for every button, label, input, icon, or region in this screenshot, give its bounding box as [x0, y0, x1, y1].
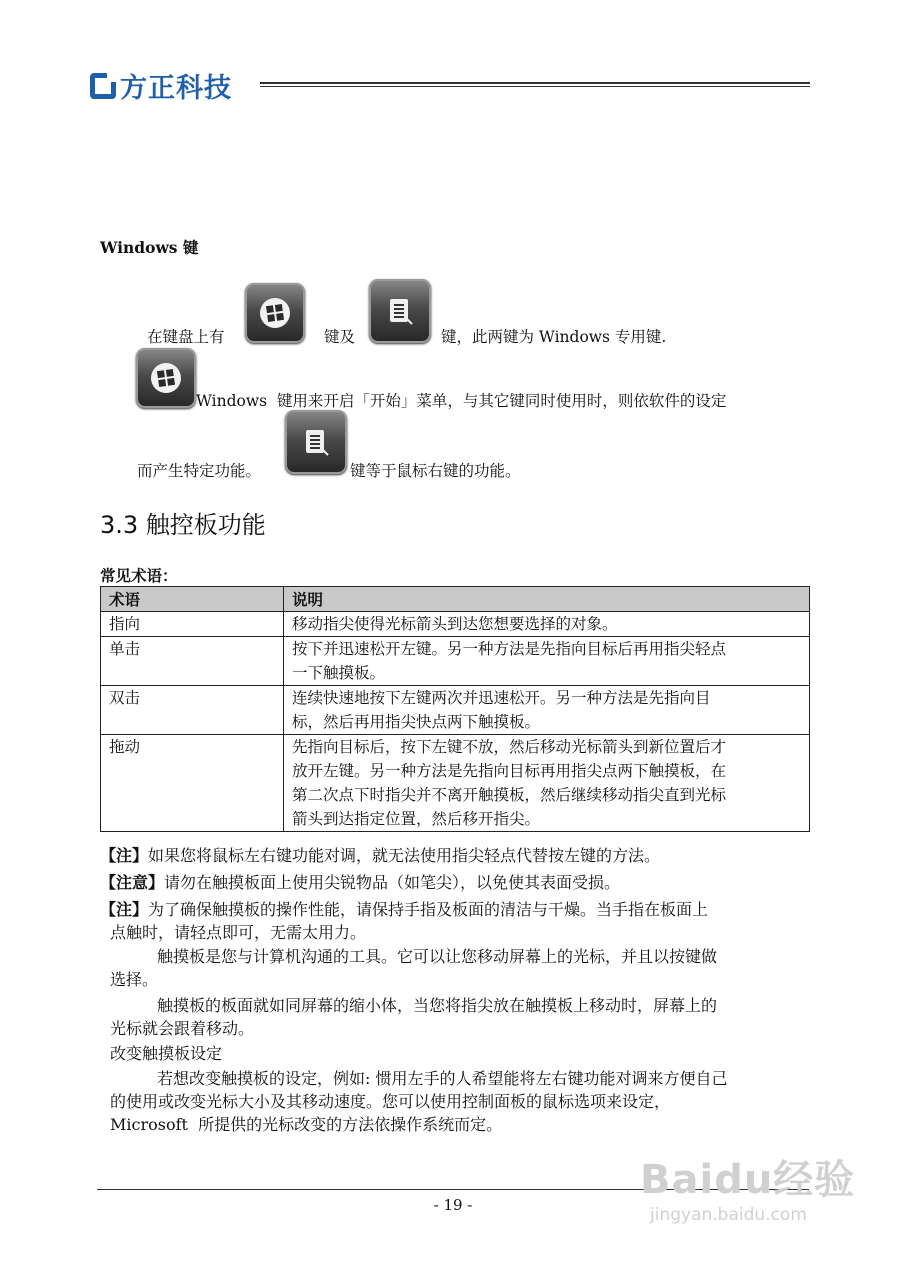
windows-key-text-3a: 而产生特定功能。 [137, 462, 262, 480]
term-cell: 指向 [101, 612, 284, 637]
note-text: 请勿在触摸板面上使用尖锐物品（如笔尖），以免使其表面受损。 [164, 873, 621, 892]
subheading: 改变触摸板设定 [110, 1044, 223, 1063]
menu-key-icon [369, 279, 431, 343]
windows-key-text-1c: 键，此两键为 Windows 专用键. [441, 328, 667, 346]
paragraph-1-line-1: 触摸板是您与计算机沟通的工具。它可以让您移动屏幕上的光标，并且以按键做 [157, 947, 718, 966]
desc-line: 先指向目标后，按下左键不放，然后移动光标箭头到新位置后才 [292, 738, 727, 756]
logo-mark-icon [90, 73, 116, 99]
term-cell: 拖动 [101, 735, 284, 832]
note-3-cont: 点触时，请轻点即可，无需太用力。 [110, 923, 367, 942]
term-cell: 双击 [101, 686, 284, 735]
desc-line: 按下并迅速松开左键。另一种方法是先指向目标后再用指尖轻点 [292, 640, 727, 658]
header-rule-thin [260, 86, 810, 87]
table-header-row [101, 587, 810, 612]
brand-logo [90, 66, 232, 105]
terms-table [100, 586, 810, 832]
table-row [101, 735, 810, 832]
table-row [101, 612, 810, 637]
desc-cell [284, 612, 810, 637]
windows-key-text-3b: 键等于鼠标右键的功能。 [350, 462, 521, 480]
term-cell: 单击 [101, 637, 284, 686]
watermark-brand: Baidu经验 [640, 1157, 856, 1203]
desc-cell [284, 637, 810, 686]
section-title: 3.3 触控板功能 [100, 511, 266, 539]
paragraph-2-line-2: 光标就会跟着移动。 [110, 1019, 255, 1038]
paragraph-2-line-1: 触摸板的板面就如同屏幕的缩小体，当您将指尖放在触摸板上移动时，屏幕上的 [157, 996, 718, 1015]
menu-key-icon [285, 410, 347, 474]
table-row [101, 686, 810, 735]
paragraph-3-line-3: Microsoft 所提供的光标改变的方法依操作系统而定。 [110, 1115, 503, 1134]
desc-line: 标，然后再用指尖快点两下触摸板。 [292, 713, 541, 731]
desc-cell [284, 735, 810, 832]
note-tag: 【注意】 [100, 873, 165, 892]
terms-caption: 常见术语： [100, 566, 178, 585]
windows-key-text-1b: 键及 [324, 328, 356, 346]
desc-line: 第二次点下时指尖并不离开触摸板，然后继续移动指尖直到光标 [292, 786, 727, 804]
desc-line: 放开左键。另一种方法是先指向目标再用指尖点两下触摸板，在 [292, 762, 727, 780]
windows-key-heading: Windows 键 [100, 238, 199, 257]
page-number: - 19 - [433, 1196, 473, 1214]
note-3 [100, 898, 708, 923]
note-2 [100, 871, 620, 896]
windows-logo-key-icon [136, 348, 196, 408]
note-text: 如果您将鼠标左右键功能对调，就无法使用指尖轻点代替按左键的方法。 [148, 846, 661, 865]
windows-logo-key-icon [245, 283, 305, 343]
header-term: 术语 [101, 587, 284, 612]
paragraph-3-line-1: 若想改变触摸板的设定，例如: 惯用左手的人希望能将左右键功能对调来方便自己 [157, 1069, 728, 1088]
watermark [640, 1148, 855, 1225]
note-1 [100, 844, 660, 869]
table-row [101, 637, 810, 686]
note-tag: 【注】 [100, 846, 149, 865]
brand-name: 方正科技 [120, 73, 232, 104]
paragraph-1-line-2: 选择。 [110, 970, 159, 989]
header-rule [260, 82, 810, 84]
paragraph-3-line-2: 的使用或改变光标大小及其移动速度。您可以使用控制面板的鼠标选项来设定， [110, 1092, 671, 1111]
desc-line: 一下触摸板。 [292, 664, 386, 682]
desc-line: 连续快速地按下左键两次并迅速松开。另一种方法是先指向目 [292, 689, 711, 707]
windows-key-text-2: Windows 键用来开启「开始」菜单，与其它键同时使用时，则依软件的设定 [196, 392, 727, 410]
windows-key-text-1a: 在键盘上有 [147, 328, 225, 346]
desc-line: 移动指尖使得光标箭头到达您想要选择的对象。 [292, 615, 618, 633]
watermark-url: jingyan.baidu.com [650, 1205, 807, 1225]
desc-line: 箭头到达指定位置，然后移开指尖。 [292, 810, 541, 828]
note-text: 为了确保触摸板的操作性能，请保持手指及板面的清洁与干燥。当手指在板面上 [148, 900, 709, 919]
desc-cell [284, 686, 810, 735]
note-tag: 【注】 [100, 900, 149, 919]
header-desc: 说明 [284, 587, 810, 612]
